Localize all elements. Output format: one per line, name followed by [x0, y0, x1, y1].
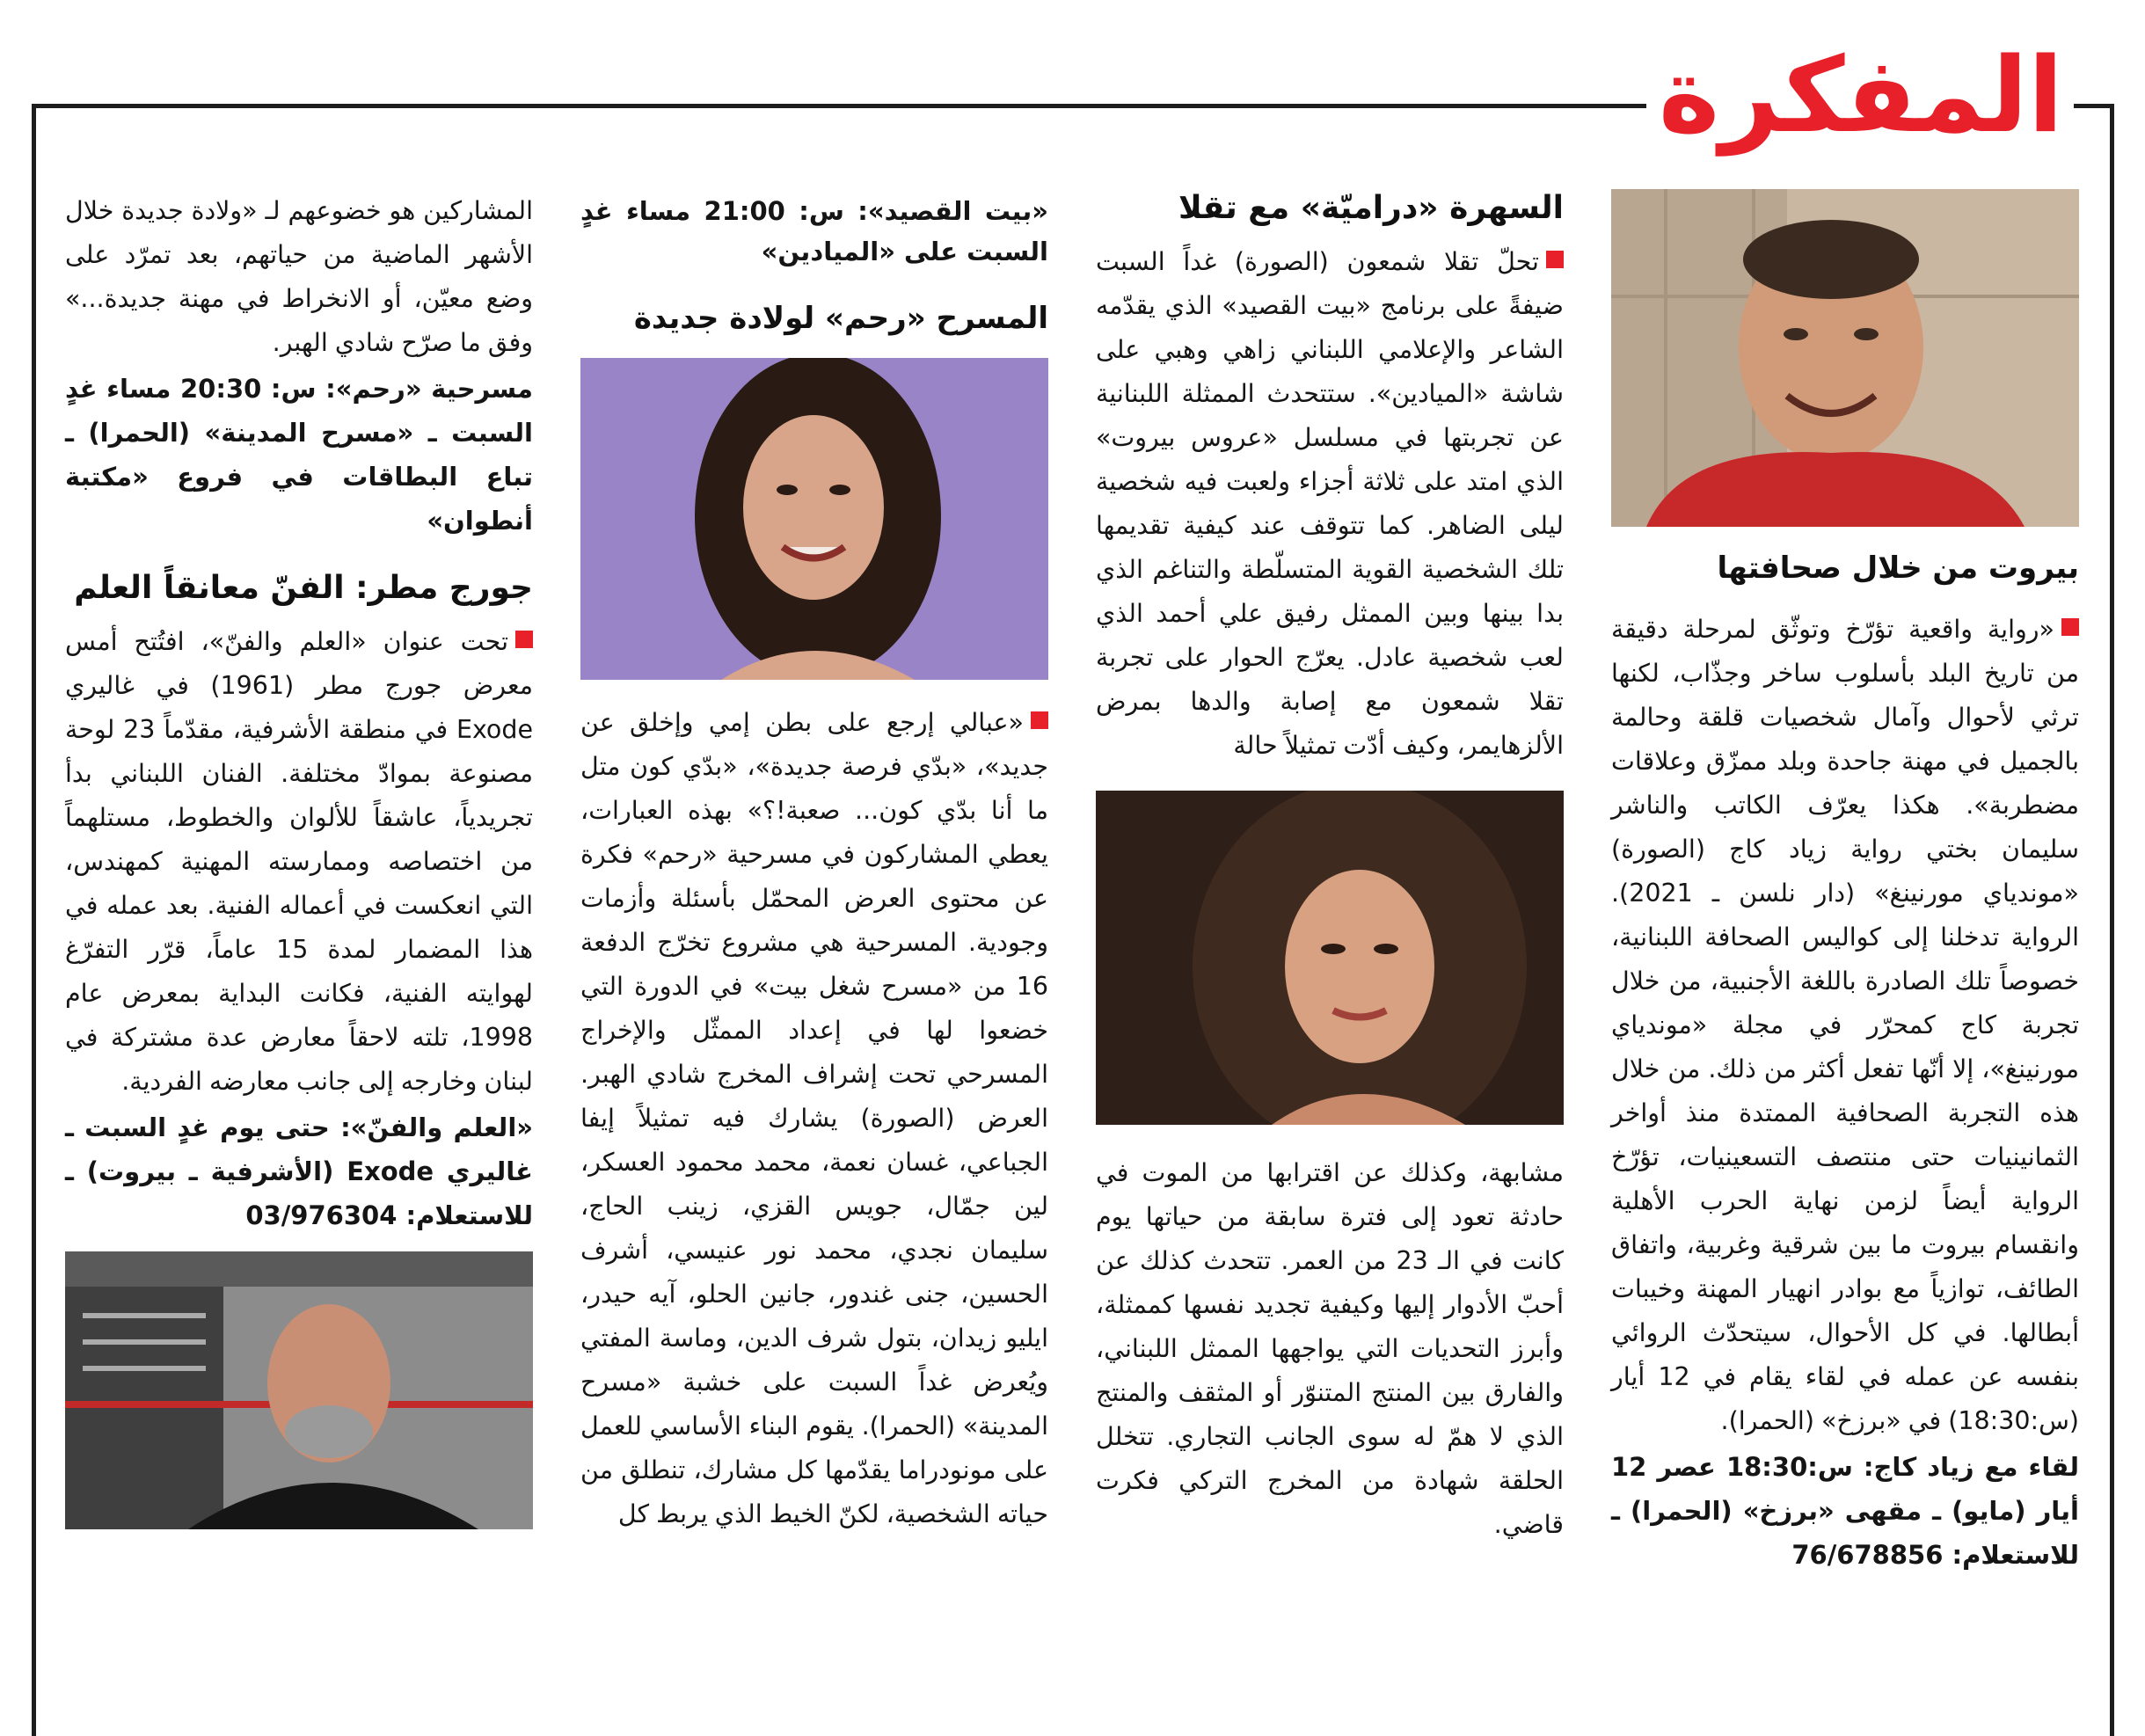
column-rahem	[580, 189, 1048, 1536]
headline-rahem: المسرح «رحم» لولادة جديدة	[633, 301, 1048, 336]
article-beirut-body: «رواية واقعية تؤرّخ وتوثّق لمرحلة دقيقة من تاريخ البلد بأسلوب ساخر وجذّاب، لكنها ترثي لأحوال وآمال شخصيات قلقة وحالمة بالجميل في مهنة جاحدة وبلد ممزّق وعلاقات مضطربة». هكذا يعرّف الكاتب والناشر سليمان بختي رواية زياد كاج (الصورة) «موندياي مورنينغ» (دار نلسن ـ 2021). الرواية تدخلنا إلى كواليس الصحافة اللبنانية، خصوصاً تلك الصادرة باللغة الأجنبية، من خلال تجربة كاج كمحرّر في مجلة «موندياي مورنينغ»، إلا أنّها تفعل أكثر من ذلك. من خلال هذه التجربة الصحافية الممتدة منذ أواخر الثمانينيات حتى منتصف التسعينيات، تؤرّخ الرواية أيضاً لزمن نهاية الحرب الأهلية وانقسام بيروت ما بين شرقية وغربية، واتفاق الطائف، توازياً مع بوادر انهيار المهنة وخيبات أبطالها. في كل الأحوال، سيتحدّث الروائي بنفسه عن عمله في لقاء يقام في 12 أيار (س:18:30) في «برزخ» (الحمرا).	[1611, 615, 2080, 1435]
right-rule	[2110, 104, 2114, 1736]
column-ziad-kaj	[1611, 189, 2079, 1577]
article-taqla-text	[1096, 240, 1564, 768]
top-rule	[32, 104, 1646, 108]
article-taqla-body-bottom: مشابهة، وكذلك عن اقترابها من الموت في حادثة تعود إلى فترة سابقة من حياتها يوم كانت في الـ 23 من العمر. تتحدث كذلك عن أحبّ الأدوار إليها وكيفية تجديد نفسها كممثلة، وأبرز التحديات التي يواجهها الممثل اللبناني، والفارق بين المنتج المتنوّر أو المثقف والمنتج الذي لا همّ له سوى الجانب التجاري. تتخلل الحلقة شهادة من المخرج التركي فكرت قاضي.	[1096, 1158, 1564, 1539]
article-george-matar-body: تحت عنوان «العلم والفنّ»، افتُتح أمس معرض جورج مطر (1961) في غاليري Exode في منطقة الأشرفية، مقدّماً 23 لوحة مصنوعة بموادّ مختلفة. الفنان اللبناني بدأ تجريدياً، عاشقاً للألوان والخطوط، مستلهماً من اختصاصه وممارسته المهنية كمهندس، التي انعكست في أعماله الفنية. بعد عمله في هذا المضمار لمدة 15 عاماً، قرّر التفرّغ لهوايته الفنية، فكانت البداية بمعرض عام 1998، تلته لاحقاً معارض عدة مشتركة في لبنان وخارجه إلى جانب معارضه الفردية.	[65, 627, 533, 1096]
article-rahem-body: «عبالي إرجع على بطن إمي وإخلق عن جديد»، «بدّي فرصة جديدة»، «بدّي كون متل ما أنا بدّي كون... صعبة!؟» بهذه العبارات، يعطي المشاركون في مسرحية «رحم» فكرة عن محتوى العرض المحمّل بأسئلة وأزمات وجودية. المسرحية هي مشروع تخرّج الدفعة 16 من «مسرح شغل بيت» في الدورة التي خضعوا لها في إعداد الممثّل والإخراج المسرحي تحت إشراف المخرج شادي الهبر. العرض (الصورة) يشارك فيه تمثيلاً إيفا الجباعي، غسان نعمة، محمد محمود العسكر، لين جمّال، جويس القزي، زينب الحاج، سليمان نجدي، محمد نور عنيسي، أشرف الحسين، جنى غندور، جانين الحلو، آيه حيدر، ايليو زيدان، بتول شرف الدين، وماسة المفتي ويُعرض غداً السبت على خشبة «مسرح المدينة» (الحمرا). يقوم البناء الأساسي للعمل على مونودراما يقدّمها كل مشارك، تنطلق من حياته الشخصية، لكنّ الخيط الذي يربط كل	[580, 708, 1048, 1528]
section-title: المفكرة	[1658, 34, 2064, 156]
top-rule-right	[2074, 104, 2114, 108]
event-info-bayt-alqasid: «بيت القصيد»: س: 21:00 مساء غدٍ السبت على «الميادين»	[580, 196, 1048, 266]
photo-george-matar	[65, 1251, 533, 1529]
article-george-matar-text	[65, 620, 533, 1104]
photo-ziad-kaj	[1611, 189, 2079, 527]
headline-taqla: السهرة «دراميّة» مع تقلا	[1178, 190, 1564, 226]
article-beirut-text	[1611, 608, 2079, 1443]
headline-george-matar: جورج مطر: الفنّ معانقاً العلم	[74, 570, 533, 606]
photo-rahem-actress	[580, 358, 1048, 680]
bullet-marker-icon	[1546, 251, 1564, 268]
left-rule	[32, 104, 36, 1736]
column-taqla	[1096, 189, 1564, 1547]
headline-beirut: بيروت من خلال صحافتها	[1717, 551, 2079, 586]
event-info-rahem: مسرحية «رحم»: س: 20:30 مساء غدٍ السبت ـ «مسرح المدينة» (الحمرا) ـ تباع البطاقات في فروع «مكتبة أنطوان»	[65, 374, 533, 536]
bullet-marker-icon	[2061, 618, 2079, 636]
event-info-beirut: لقاء مع زياد كاج: س:18:30 عصر 12 أيار (مايو) ـ مقهى «برزخ» (الحمرا) ـ للاستعلام: 76/678856	[1611, 1452, 2079, 1570]
article-rahem-continued: المشاركين هو خضوعهم لـ «ولادة جديدة خلال الأشهر الماضية من حياتهم، بعد تمرّد على وضع معيّن، أو الانخراط في مهنة جديدة...» وفق ما صرّح شادي الهبر.	[65, 196, 533, 357]
article-rahem-text	[580, 701, 1048, 1536]
bullet-marker-icon	[1031, 711, 1048, 729]
photo-taqla-chamoun	[1096, 791, 1564, 1125]
event-info-george-matar: «العلم والفنّ»: حتى يوم غدٍ السبت ـ غاليري Exode (الأشرفية ـ بيروت) ـ للاستعلام: 03/976304	[65, 1112, 533, 1230]
bullet-marker-icon	[515, 631, 533, 648]
article-taqla-body-top: تحلّ تقلا شمعون (الصورة) غداً السبت ضيفةً على برنامج «بيت القصيد» الذي يقدّمه الشاعر والإعلامي اللبناني زاهي وهبي على شاشة «الميادين». ستتحدث الممثلة اللبنانية عن تجربتها في مسلسل «عروس بيروت» الذي امتد على ثلاثة أجزاء ولعبت فيه شخصية ليلى الضاهر. كما تتوقف عند كيفية تقديمها تلك الشخصية القوية المتسلّطة والتناغم الذي بدا بينها وبين الممثل رفيق علي أحمد الذي لعب شخصية عادل. يعرّج الحوار على تجربة تقلا شمعون مع إصابة والدها بمرض الألزهايمر، وكيف أدّت تمثيلاً حالة	[1096, 247, 1564, 760]
column-george-matar	[65, 189, 533, 1529]
